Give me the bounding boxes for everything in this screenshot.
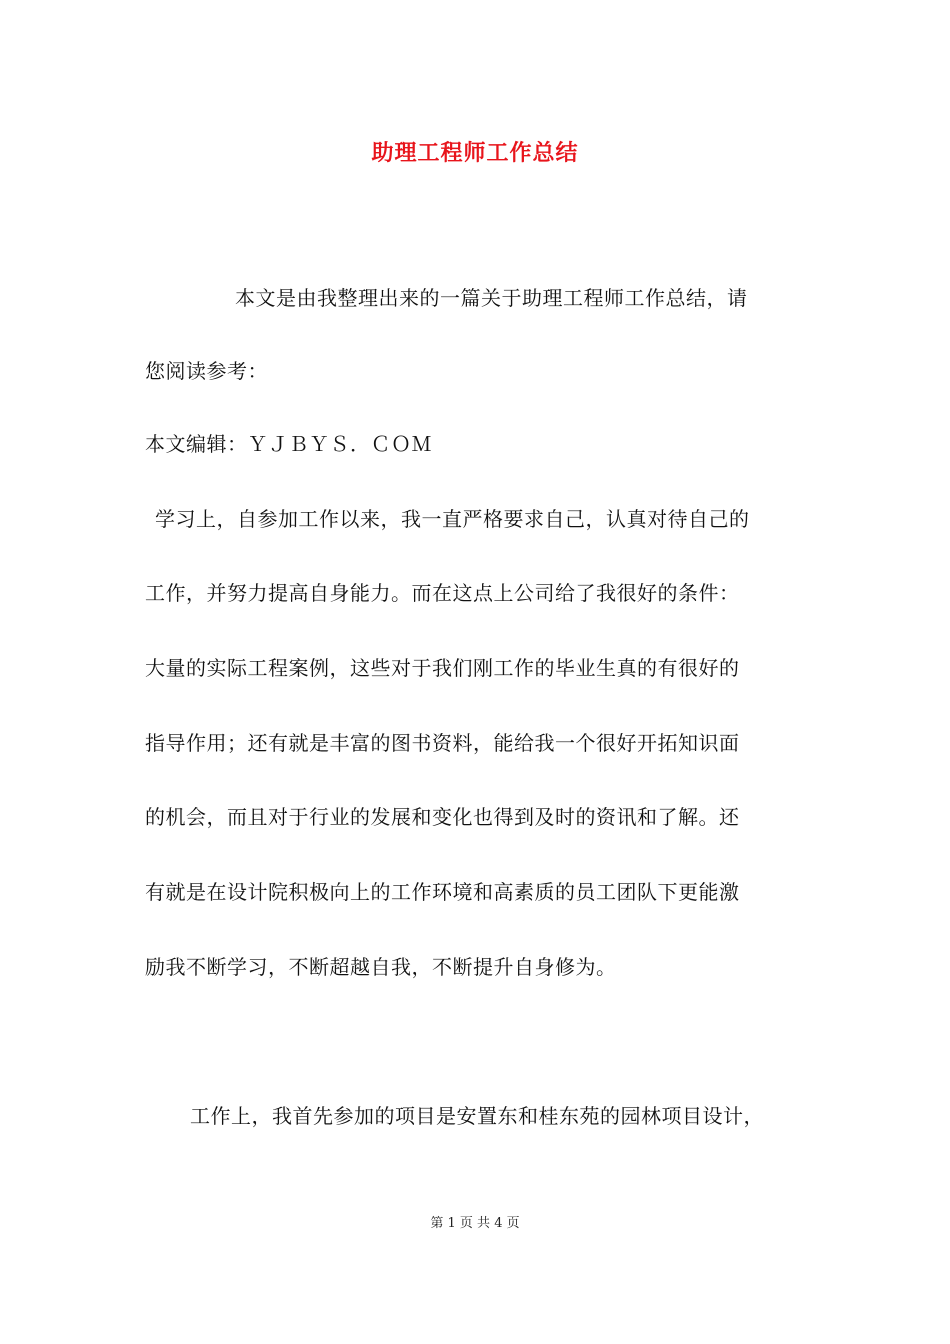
paragraph-line: 的机会，而且对于行业的发展和变化也得到及时的资讯和了解。还 <box>145 805 740 829</box>
paragraph-line: 本文是由我整理出来的一篇关于助理工程师工作总结，请 <box>235 286 748 310</box>
paragraph-line: 工作，并努力提高自身能力。而在这点上公司给了我很好的条件： <box>145 581 740 605</box>
paragraph-line: 大量的实际工程案例，这些对于我们刚工作的毕业生真的有很好的 <box>145 656 740 680</box>
paragraph-line: 励我不断学习，不断超越自我，不断提升自身修为。 <box>145 955 617 979</box>
paragraph-line: 您阅读参考： <box>145 359 268 383</box>
page-number-footer: 第 1 页 共 4 页 <box>430 1216 520 1231</box>
paragraph-line: 学习上，自参加工作以来，我一直严格要求自己，认真对待自己的 <box>155 507 750 531</box>
paragraph-line: 工作上，我首先参加的项目是安置东和桂东苑的园林项目设计， <box>190 1104 764 1128</box>
paragraph-line: 有就是在设计院积极向上的工作环境和高素质的员工团队下更能激 <box>145 880 740 904</box>
document-title: 助理工程师工作总结 <box>371 140 579 166</box>
paragraph-line: 指导作用；还有就是丰富的图书资料，能给我一个很好开拓知识面 <box>145 731 740 755</box>
editor-line: 本文编辑：ＹＪＢＹＳ．ＣＯＭ <box>145 432 432 456</box>
